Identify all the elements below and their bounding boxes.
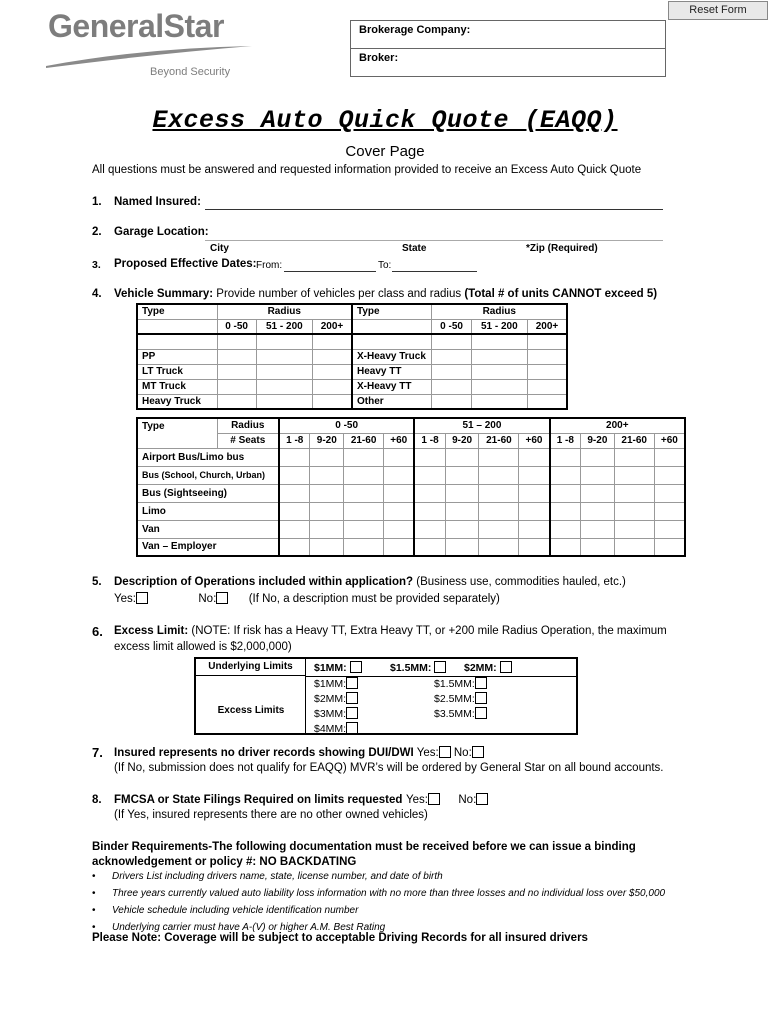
reset-form-button[interactable]: Reset Form [668, 1, 768, 20]
page-subtitle: Cover Page [345, 143, 425, 160]
t1-radius-header: Radius [217, 304, 352, 319]
table-row [137, 484, 685, 502]
q1-label: Named Insured: [114, 196, 201, 208]
underlying-option: $2MM: [464, 661, 512, 674]
q2-label: Garage Location: [114, 226, 209, 238]
list-item: • Underlying carrier must have A-(V) or higher A.M. Best Rating [92, 922, 665, 939]
q3-label: Proposed Effective Dates: [114, 258, 257, 270]
table-row [137, 538, 685, 556]
q8-options [406, 793, 488, 806]
t1-radius-col: 51 - 200 [256, 319, 312, 334]
t2-seat-col: +60 [384, 433, 415, 448]
t1-row-label: MT Truck [137, 379, 217, 394]
q7-yes-label: Yes: [416, 747, 439, 759]
q8-yes-checkbox[interactable] [428, 793, 440, 805]
t2-seat-col: 9-20 [581, 433, 615, 448]
excess-1-5mm-checkbox[interactable] [475, 677, 487, 689]
q5-number: 5. [92, 576, 102, 588]
underlying-limits-label: Underlying Limits [196, 659, 306, 676]
table-row [137, 394, 567, 409]
q5-no-checkbox[interactable] [216, 592, 228, 604]
t1-radius-col: 200+ [528, 319, 568, 334]
to-label: To: [378, 260, 392, 271]
bus-limo-table [136, 417, 686, 557]
q6-line [114, 625, 667, 637]
q4-text: Provide number of vehicles per class and radius [216, 288, 462, 300]
t1-radius-header-right: Radius [432, 304, 567, 319]
named-insured-field[interactable] [205, 209, 663, 210]
excess-2-5mm-checkbox[interactable] [475, 692, 487, 704]
broker-box [350, 20, 666, 77]
excess-3mm-checkbox[interactable] [346, 707, 358, 719]
q4-label: Vehicle Summary: [114, 288, 214, 300]
q3-number: 3. [92, 259, 101, 271]
t2-row-label: Van – Employer [137, 538, 279, 556]
q7-line [114, 746, 484, 759]
excess-3-5mm-checkbox[interactable] [475, 707, 487, 719]
t2-row-label: Bus (Sightseeing) [137, 484, 279, 502]
to-date-field[interactable] [392, 271, 477, 272]
t1-radius-col: 0 -50 [432, 319, 471, 334]
q8-number: 8. [92, 794, 102, 806]
q4-bold-text: (Total # of units CANNOT exceed 5) [464, 288, 658, 300]
excess-option: $1MM: [314, 677, 358, 692]
table-row [137, 502, 685, 520]
t2-seat-col: +60 [654, 433, 685, 448]
q5-yes-checkbox[interactable] [136, 592, 148, 604]
q8-no-checkbox[interactable] [476, 793, 488, 805]
t1-radius-col: 0 -50 [217, 319, 256, 334]
underlying-option: $1MM: [314, 661, 362, 674]
t1-radius-col: 51 - 200 [471, 319, 527, 334]
t2-row-label: Limo [137, 502, 279, 520]
table-row [137, 364, 567, 379]
excess-option: $3MM: [314, 707, 358, 722]
broker-field[interactable]: Broker: [359, 52, 399, 64]
city-label: City [210, 243, 229, 254]
t2-row-label: Van [137, 520, 279, 538]
t2-row-label: Bus (School, Church, Urban) [137, 466, 279, 484]
binder-note: Please Note: Coverage will be subject to acceptable Driving Records for all insured drivers [92, 932, 588, 944]
t2-group-header: 0 -50 [279, 418, 414, 433]
q7-label: Insured represents no driver records showing DUI/DWI [114, 747, 414, 759]
t2-seat-col: 9-20 [445, 433, 479, 448]
excess-option: $2.5MM: [434, 692, 487, 707]
excess-option: $2MM: [314, 692, 358, 707]
t2-seat-col: 1 -8 [414, 433, 445, 448]
list-item: • Three years currently valued auto liability loss information with no more than three losses and no individual loss over $50,000 [92, 888, 665, 905]
table-row [137, 520, 685, 538]
t1-row-label: X-Heavy TT [352, 379, 432, 394]
t1-row-label: PP [137, 349, 217, 364]
underlying-1mm-checkbox[interactable] [350, 661, 362, 673]
underlying-2mm-checkbox[interactable] [500, 661, 512, 673]
t1-row-label: Heavy TT [352, 364, 432, 379]
excess-option: $3.5MM: [434, 707, 487, 722]
zip-label: *Zip (Required) [526, 243, 598, 254]
excess-col1 [314, 677, 358, 737]
t2-type-header: Type [137, 418, 217, 448]
table-row [137, 448, 685, 466]
generalstar-logo: GeneralStar [48, 8, 224, 44]
excess-col2 [434, 677, 487, 722]
limits-table [194, 657, 578, 735]
binder-list [92, 871, 665, 939]
table-row [137, 466, 685, 484]
excess-option: $1.5MM: [434, 677, 487, 692]
t2-group-header: 51 – 200 [414, 418, 549, 433]
q8-yes-label: Yes: [406, 794, 428, 806]
q8-no-label: No: [458, 794, 477, 806]
t1-row-label: Other [352, 394, 432, 409]
q6-text: (NOTE: If risk has a Heavy TT, Extra Heavy TT, or +200 mile Radius Operation, the maximum [191, 625, 667, 637]
q4-line [114, 288, 657, 300]
q7-yes-checkbox[interactable] [439, 746, 451, 758]
q1-number: 1. [92, 196, 102, 208]
t1-row-label: Heavy Truck [137, 394, 217, 409]
q5-note: (If No, a description must be provided separately) [248, 593, 500, 605]
table-row [137, 349, 567, 364]
q5-no-label: No: [198, 593, 217, 605]
q7-note: (If No, submission does not qualify for EAQQ) MVR’s will be ordered by General Star on all bound accounts. [114, 762, 664, 774]
q2-number: 2. [92, 226, 102, 238]
brokerage-company-field[interactable]: Brokerage Company: [351, 21, 665, 49]
q5-line [114, 576, 626, 588]
state-label: State [402, 243, 427, 254]
logo-tagline: Beyond Security [150, 66, 231, 78]
t2-row-label: Airport Bus/Limo bus [137, 448, 279, 466]
intro-text: All questions must be answered and requested information provided to receive an Excess Auto Quick Quote [92, 164, 642, 176]
t2-seat-col: 21-60 [614, 433, 654, 448]
excess-limits-label: Excess Limits [217, 705, 285, 716]
underlying-1-5mm-checkbox[interactable] [434, 661, 446, 673]
t1-row-label: X-Heavy Truck [352, 349, 432, 364]
t1-radius-col: 200+ [313, 319, 352, 334]
t2-seat-col: 21-60 [479, 433, 519, 448]
binder-heading-2: acknowledgement or policy #: NO BACKDATING [92, 856, 357, 868]
excess-2mm-checkbox[interactable] [346, 692, 358, 704]
t2-seat-col: +60 [519, 433, 550, 448]
excess-4mm-checkbox[interactable] [346, 722, 358, 734]
excess-1mm-checkbox[interactable] [346, 677, 358, 689]
q8-label: FMCSA or State Filings Required on limits requested [114, 794, 403, 806]
q5-yes-label: Yes: [114, 593, 136, 605]
table-row [137, 379, 567, 394]
page-title: Excess Auto Quick Quote (EAQQ) [152, 106, 618, 135]
q5-options [114, 592, 500, 605]
t2-seat-col: 1 -8 [550, 433, 581, 448]
q6-number: 6. [92, 624, 103, 639]
t1-type-header: Type [137, 304, 217, 319]
q5-text: (Business use, commodities hauled, etc.) [416, 576, 626, 588]
list-item: • Vehicle schedule including vehicle identification number [92, 905, 665, 922]
q7-no-checkbox[interactable] [472, 746, 484, 758]
q5-label: Description of Operations included within application? [114, 576, 414, 588]
q6-text2: excess limit allowed is $2,000,000) [114, 641, 292, 653]
q6-label: Excess Limit: [114, 625, 189, 637]
t2-radius-header: Radius [217, 418, 279, 433]
q4-number: 4. [92, 288, 102, 300]
q7-number: 7. [92, 745, 103, 760]
q7-no-label: No: [453, 747, 472, 759]
garage-location-field[interactable] [205, 240, 663, 241]
binder-heading: Binder Requirements-The following documentation must be received before we can issue a binding [92, 841, 636, 853]
t2-seat-col: 21-60 [344, 433, 384, 448]
t2-seat-col: 1 -8 [279, 433, 310, 448]
t1-type-header-right: Type [352, 304, 432, 319]
from-label: From: [256, 260, 283, 271]
vehicle-summary-table [136, 303, 568, 410]
t2-seat-col: 9-20 [310, 433, 344, 448]
t1-row-label: LT Truck [137, 364, 217, 379]
t2-group-header: 200+ [550, 418, 685, 433]
from-date-field[interactable] [284, 271, 376, 272]
t2-seats-header: # Seats [217, 433, 279, 448]
underlying-option: $1.5MM: [390, 661, 446, 674]
excess-option: $4MM: [314, 722, 358, 737]
list-item: • Drivers List including drivers name, state, license number, and date of birth [92, 871, 665, 888]
q8-note: (If Yes, insured represents there are no other owned vehicles) [114, 809, 428, 821]
